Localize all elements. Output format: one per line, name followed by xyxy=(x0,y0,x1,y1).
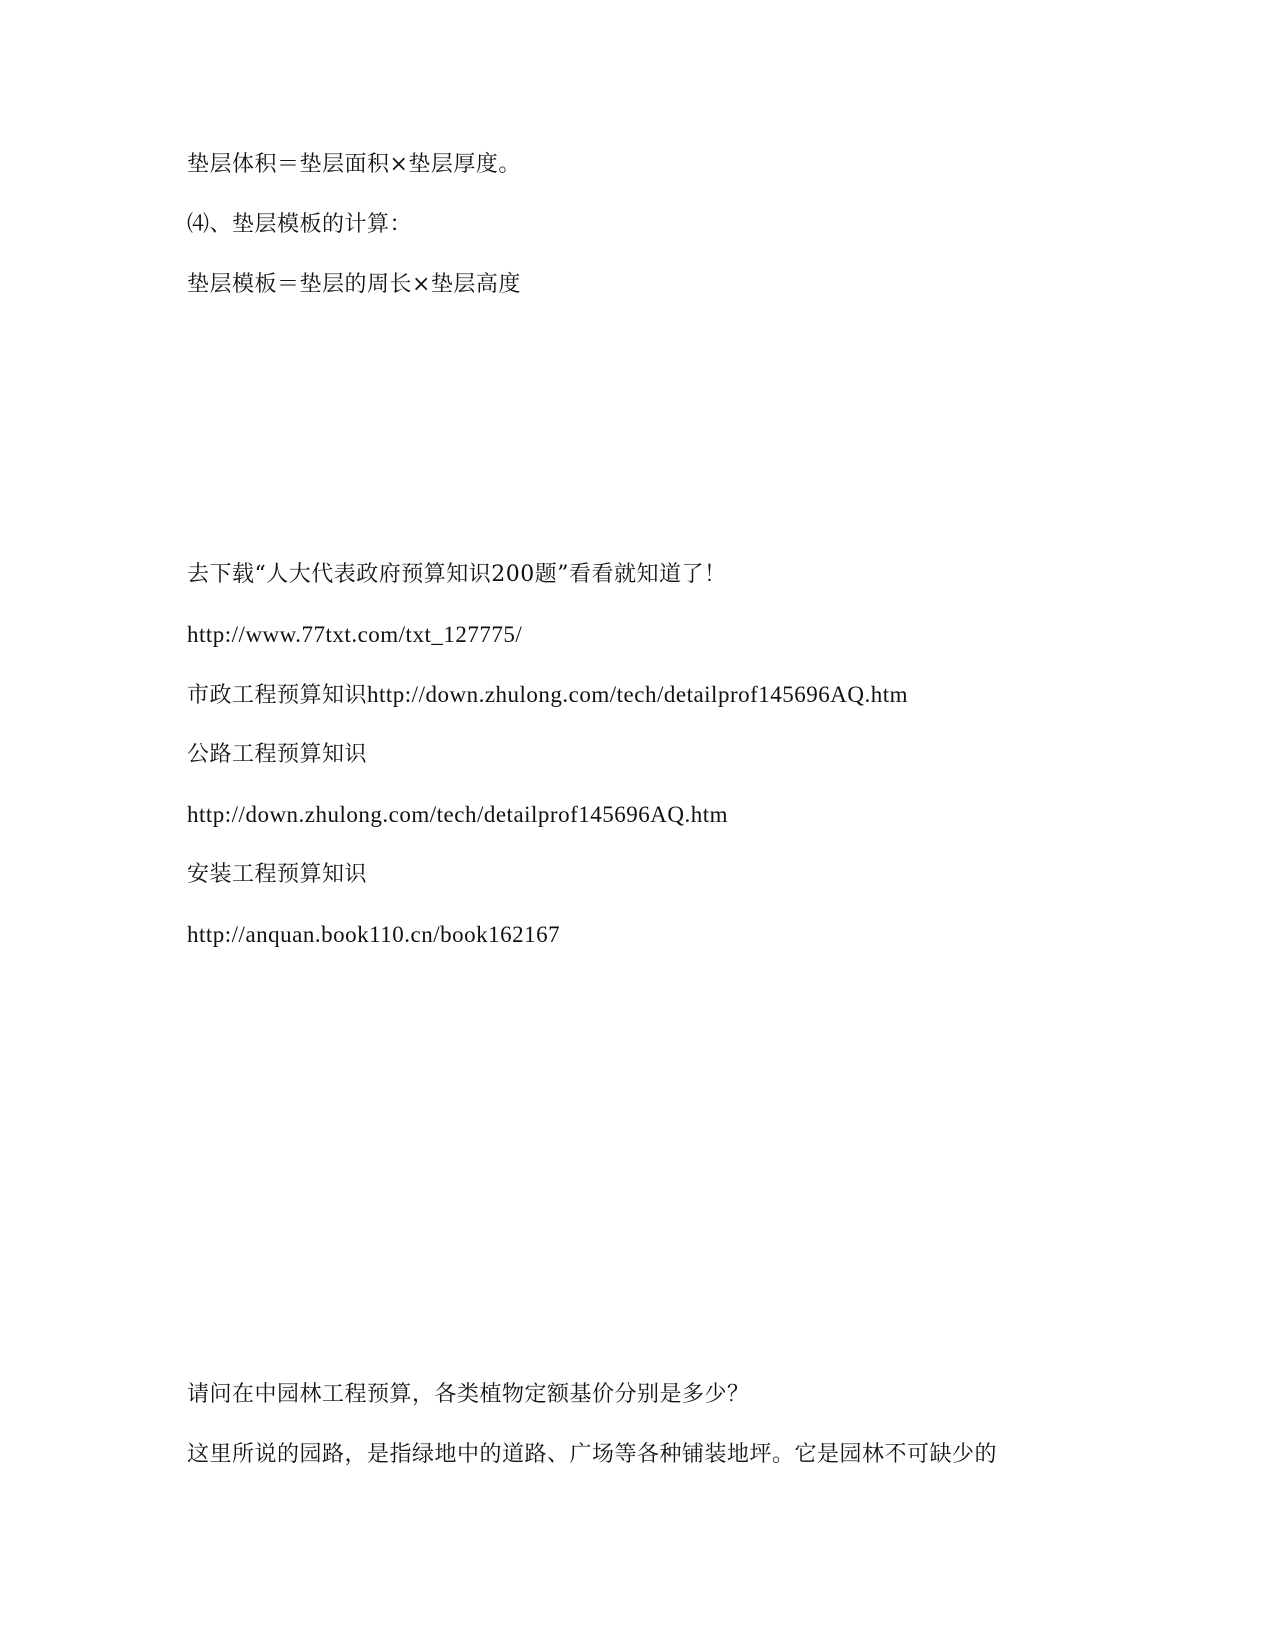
link-install[interactable]: http://anquan.book110.cn/book162167 xyxy=(187,922,561,947)
link-highway[interactable]: http://down.zhulong.com/tech/detailprof145696AQ.htm xyxy=(187,802,729,827)
formula-cushion-volume: 垫层体积＝垫层面积×垫层厚度。 xyxy=(187,152,521,177)
highway-label: 公路工程预算知识 xyxy=(187,742,368,767)
link-77txt[interactable]: http://www.77txt.com/txt_127775/ xyxy=(187,622,523,647)
garden-question: 请问在中园林工程预算，各类植物定额基价分别是多少？ xyxy=(187,1382,750,1407)
download-intro-text: 去下载“人大代表政府预算知识200题”看看就知道了！ xyxy=(187,562,727,587)
municipal-line xyxy=(187,680,908,711)
garden-answer: 这里所说的园路，是指绿地中的道路、广场等各种铺装地坪。它是园林不可缺少的 xyxy=(187,1442,998,1467)
install-label: 安装工程预算知识 xyxy=(187,862,368,887)
formula-cushion-formwork: 垫层模板＝垫层的周长×垫层高度 xyxy=(187,272,521,297)
heading-cushion-formwork: ⑷、垫层模板的计算： xyxy=(187,212,413,237)
municipal-label: 市政工程预算知识 xyxy=(187,683,368,708)
link-municipal[interactable]: http://down.zhulong.com/tech/detailprof145696AQ.htm xyxy=(367,682,909,707)
